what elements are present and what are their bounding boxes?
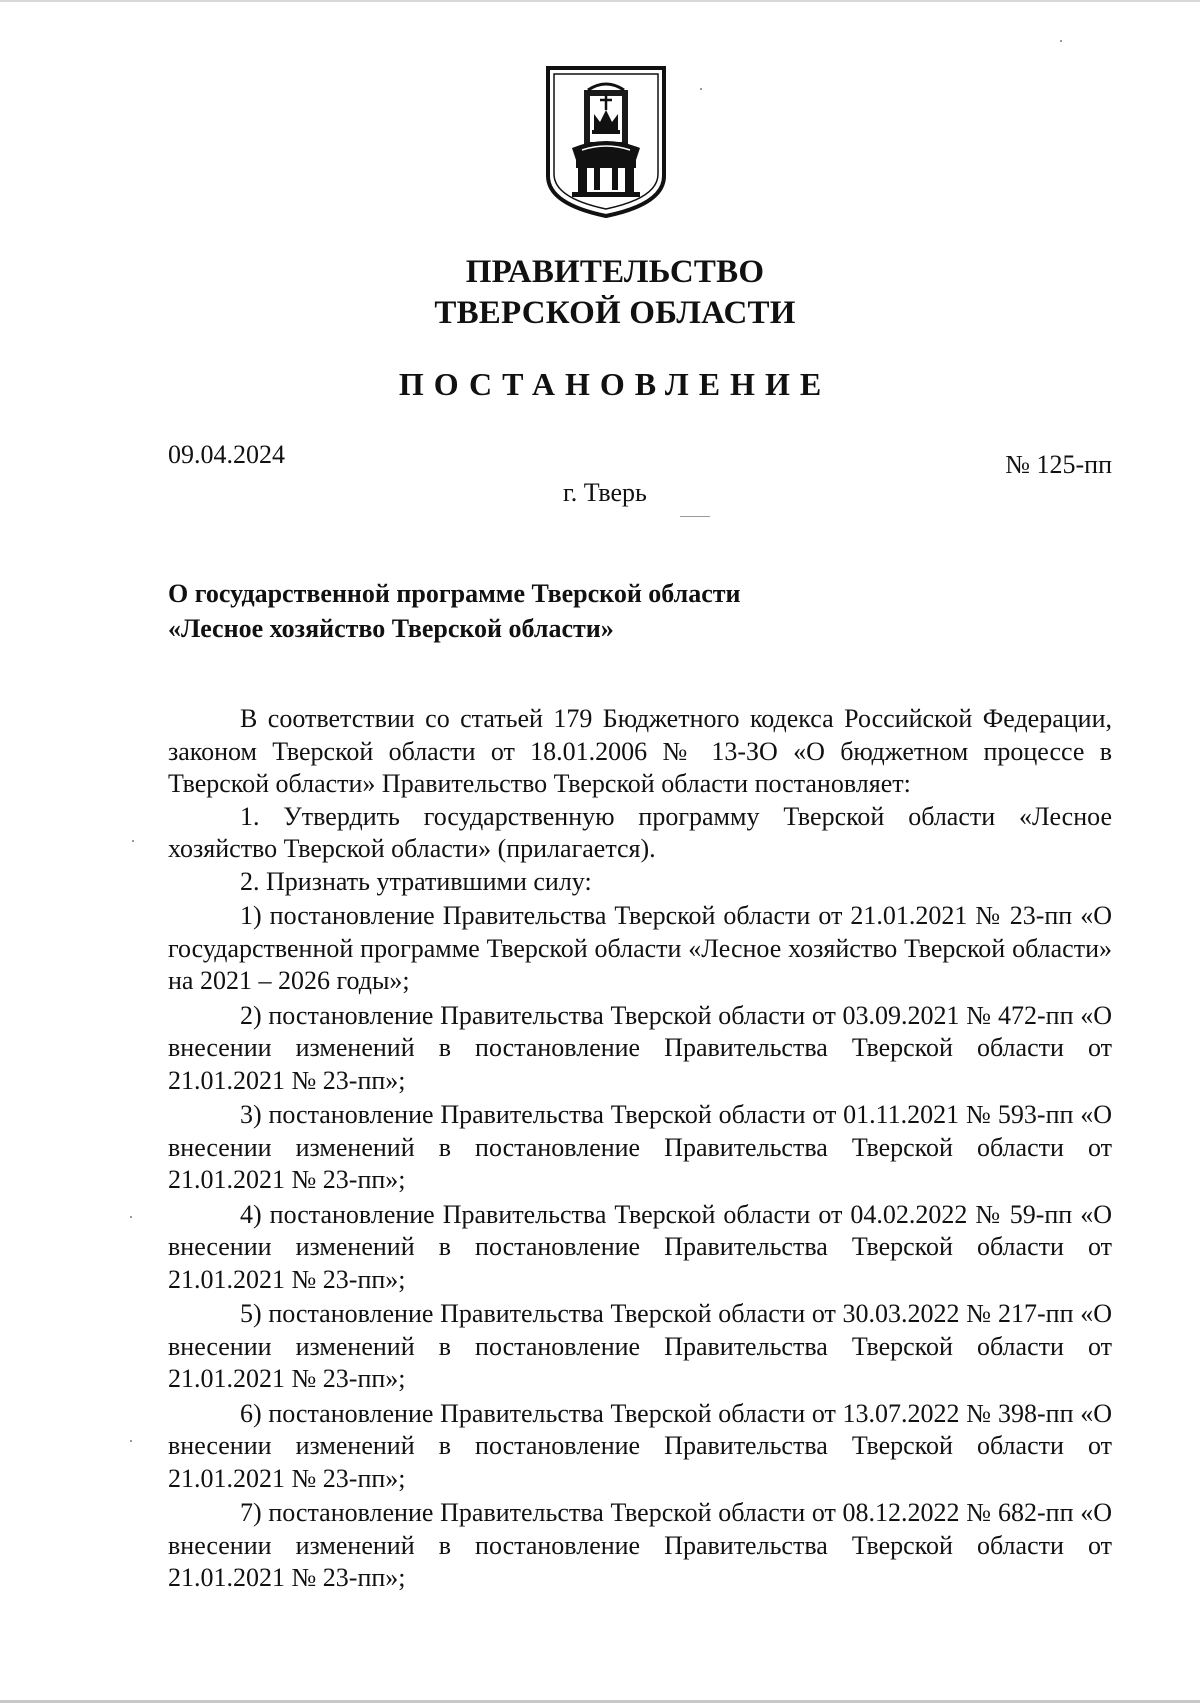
subject-line-1: О государственной программе Тверской области	[168, 579, 741, 608]
document-type: ПОСТАНОВЛЕНИЕ	[398, 366, 832, 402]
scan-speck	[130, 1440, 132, 1442]
repealed-item: 5) постановление Правительства Тверской области от 30.03.2022 № 217-пп «О внесении изменений в постановление Правительства Тверской области от 21.01.2021 № 23-пп»;	[168, 1299, 1112, 1393]
org-name-line-2: ТВЕРСКОЙ ОБЛАСТИ	[434, 295, 796, 331]
document-number: № 125-пп	[1005, 450, 1112, 479]
repealed-item: 4) постановление Правительства Тверской области от 04.02.2022 № 59-пп «О внесении изменений в постановление Правительства Тверской области от 21.01.2021 № 23-пп»;	[168, 1199, 1112, 1294]
repealed-item: 1) постановление Правительства Тверской области от 21.01.2021 № 23-пп «О государственной программе Тверской области «Лесное хозяйство Тверской области» на 2021 – 2026 годы»;	[168, 901, 1112, 995]
scan-edge-top	[0, 0, 1200, 2]
document-city: г. Тверь	[563, 478, 647, 507]
repealed-item: 3) постановление Правительства Тверской области от 01.11.2021 № 593-пп «О внесении изменений в постановление Правительства Тверской области от 21.01.2021 № 23-пп»;	[168, 1100, 1112, 1194]
resolution-item-2: 2. Признать утратившими силу:	[240, 866, 592, 896]
scan-speck	[680, 516, 710, 517]
document-subject	[168, 576, 741, 646]
repealed-item: 7) постановление Правительства Тверской области от 08.12.2022 № 682-пп «О внесении изменений в постановление Правительства Тверской области от 21.01.2021 № 23-пп»;	[168, 1498, 1112, 1592]
scan-speck	[1060, 40, 1062, 42]
scan-speck	[132, 840, 134, 842]
preamble-paragraph: В соответствии со статьей 179 Бюджетного кодекса Российской Федерации, законом Тверской области от 18.01.2006 № 13-ЗО «О бюджетном процессе в Тверской области» Правительство Тверской области постановляет:	[168, 704, 1112, 798]
resolution-item-1: 1. Утвердить государственную программу Тверской области «Лесное хозяйство Тверской области» (прилагается).	[168, 801, 1112, 863]
subject-line-2: «Лесное хозяйство Тверской области»	[168, 614, 614, 643]
repealed-item: 2) постановление Правительства Тверской области от 03.09.2021 № 472-пп «О внесении изменений в постановление Правительства Тверской области от 21.01.2021 № 23-пп»;	[168, 1000, 1112, 1095]
scan-speck	[700, 88, 702, 90]
repealed-item: 6) постановление Правительства Тверской области от 13.07.2022 № 398-пп «О внесении изменений в постановление Правительства Тверской области от 21.01.2021 № 23-пп»;	[168, 1398, 1112, 1493]
scan-speck	[130, 1216, 132, 1218]
org-name-line-1: ПРАВИТЕЛЬСТВО	[465, 254, 765, 290]
document-body	[168, 703, 1112, 1595]
tver-region-coat-of-arms-icon	[542, 64, 670, 220]
document-date: 09.04.2024	[168, 440, 285, 469]
